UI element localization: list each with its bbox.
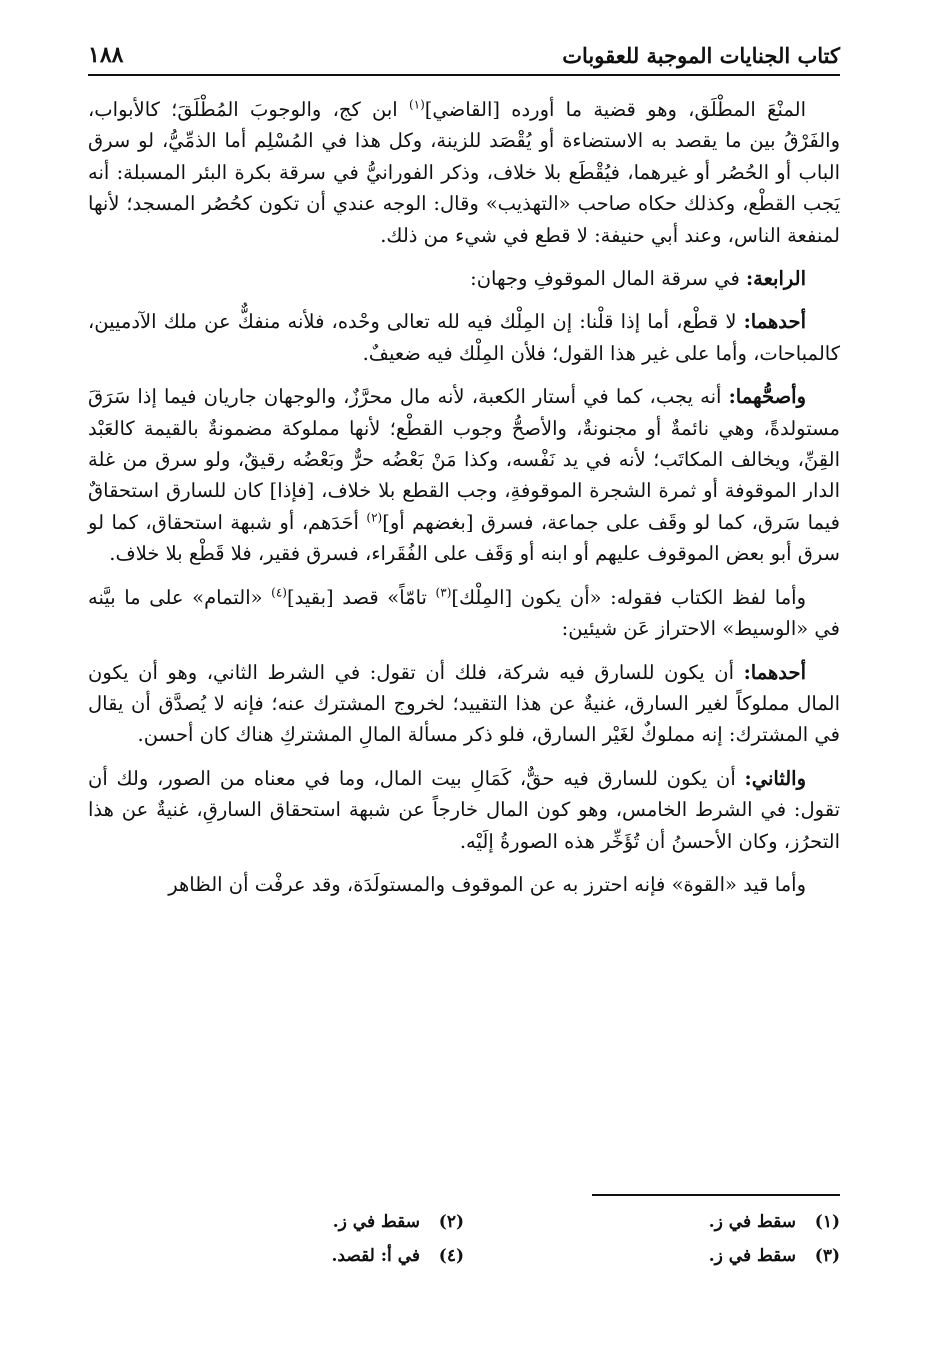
footnote-text: سقط في ز. (708, 1212, 796, 1232)
paragraph-lead: والثاني: (744, 766, 806, 790)
paragraph-text-cont: تامّاً» قصد [بقيد] (286, 585, 436, 609)
paragraph-text: في سرقة المال الموقوفِ وجهان: (470, 267, 746, 291)
footnote-1 (464, 1212, 840, 1246)
page-number: ١٨٨ (88, 42, 124, 68)
paragraph-lead: أحدهما: (743, 310, 806, 334)
paragraph-text: وأما قيد «القوة» فإنه احترز به عن الموقوف والمستولَدَة، وقد عرفْت أن الظاهر (168, 872, 806, 896)
footnote-number: (٢) (438, 1212, 464, 1232)
footnote-ref-2: (٢) (366, 510, 383, 525)
paragraph-text-cont: ابن كج، والوجوبَ المُطْلَقَ؛ كالأبواب، والفَرْقُ بين ما يقصد به الاستضاءة أو يُقْصَد للزينة، وكل هذا في المُسْلِم أما الذمِّيُّ، لو سرق الباب أو الحُصُر أو غيرهما، فيُقْطَع بلا خلاف، وذكر الفورانيُّ في سرقة بكرة البئر المسبلة: أنه يَجب القطْع، وكذلك حكاه صاحب «التهذيب» وقال: الوجه عندي أن تكون كحُصُر المسجد؛ لأنها لمنفعة الناس، وعند أبي حنيفة: لا قطع في شيء من ذلك. (88, 98, 840, 247)
paragraph-text: لا قطْع، أما إذا قلْنا: إن المِلْك فيه لله تعالى وحْده، فلأنه منفكٌّ عن ملك الآدميين، كالمباحات، وأما على غير هذا القول؛ فلأن المِلْك فيه ضعيفٌ. (88, 310, 840, 365)
book-page (88, 38, 840, 1318)
running-header (88, 38, 840, 76)
footnote-text: سقط في ز. (332, 1212, 420, 1232)
footnotes (88, 1194, 840, 1280)
paragraph-text: أن يكون للسارق فيه شركة، فلك أن تقول: في الشرط الثاني، وهو أن يكون المال مملوكاً لغير السارق، غنيةٌ عن هذا التقييد؛ لخروج المشترك عنه؛ فإنه لا يُصدَّق أن يقال في المشترك: إنه مملوكٌ لغَيْر السارق، فلو ذكر مسألة المالِ المشتركِ هناك كان أحسن. (88, 660, 840, 747)
paragraph-1 (88, 94, 840, 251)
footnote-number: (٤) (438, 1246, 464, 1266)
footnote-ref-4: (٤) (271, 585, 287, 600)
footnote-separator (592, 1194, 840, 1196)
footnote-row (88, 1212, 840, 1246)
paragraph-text: المنْعَ المطْلَق، وهو قضية ما أورده [القاضي] (424, 98, 806, 121)
footnote-ref-1: (١) (408, 97, 425, 112)
paragraph-lead: أحدهما: (743, 660, 806, 684)
paragraph-2 (88, 263, 840, 294)
paragraph-text: وأما لفظ الكتاب فقوله: «أن يكون [المِلْك] (451, 585, 807, 609)
paragraph-text: أنه يجب، كما في أستار الكعبة، لأنه مال محرَّزٌ، والوجهان جاريان فيما إذا سَرَقَ مستولدةً، وهي نائمةٌ أو مجنونةٌ، والأصحُّ وجوب القطْع؛ لأنها مملوكة مضمونةٌ بالقيمة كالعَبْد القِنِّ، ويخالف المكاتَب؛ لأنه في يد نَفْسه، وكذا مَنْ بَعْضُه حرٌّ وبَعْضُه رقيقٌ، ولو سرق من غلة الدار الموقوفة أو ثمرة الشجرة الموقوفةِ، وجب القطع بلا خلاف، [فإذا] كان للسارق استحقاقٌ فيما سَرق، كما لو وقَف على جماعة، فسرق [بغضهم أو] (88, 385, 840, 534)
footnote-4 (88, 1246, 464, 1280)
paragraph-lead: وأصحُّهما: (728, 385, 806, 409)
running-head-title: كتاب الجنايات الموجبة للعقوبات (562, 43, 840, 68)
footnote-2 (88, 1212, 464, 1246)
paragraph-text-cont-2: «التمام» على ما بيَّنه في «الوسيط» الاحتراز عَن شيئين: (88, 585, 840, 641)
paragraph-3 (88, 306, 840, 369)
paragraph-4 (88, 381, 840, 569)
footnote-row (88, 1246, 840, 1280)
footnote-ref-3: (٣) (435, 585, 452, 600)
footnote-number: (١) (814, 1212, 840, 1232)
footnote-3 (464, 1246, 840, 1280)
paragraph-lead: الرابعة: (745, 267, 806, 291)
paragraph-6 (88, 657, 840, 751)
paragraph-8 (88, 869, 840, 900)
footnote-number: (٣) (814, 1246, 840, 1266)
footnote-text: سقط في ز. (708, 1246, 796, 1266)
footnote-text: في أ: لقصد. (331, 1246, 420, 1266)
paragraph-text-cont: أحَدَهم، أو شبهة استحقاق، كما لو سرق أبو بعض الموقوف عليهم أو ابنه أو وَقَف على الفُقَراء، فسرق فقير، فلا قَطْع بلا خلاف. (88, 510, 840, 566)
paragraph-5 (88, 582, 840, 645)
paragraph-7 (88, 763, 840, 857)
main-text (88, 94, 840, 900)
paragraph-text: أن يكون للسارق فيه حقٌّ، كَمَالِ بيت المال، وما في معناه من الصور، ولك أن تقول: في الشرط الخامس، وهو كون المال خارجاً عن شبهة استحقاق السارقِ، غنيةٌ عن هذا التحرُز، وكان الأحسنُ أن تُؤَخِّر هذه الصورةُ إلَيْه. (88, 766, 840, 853)
